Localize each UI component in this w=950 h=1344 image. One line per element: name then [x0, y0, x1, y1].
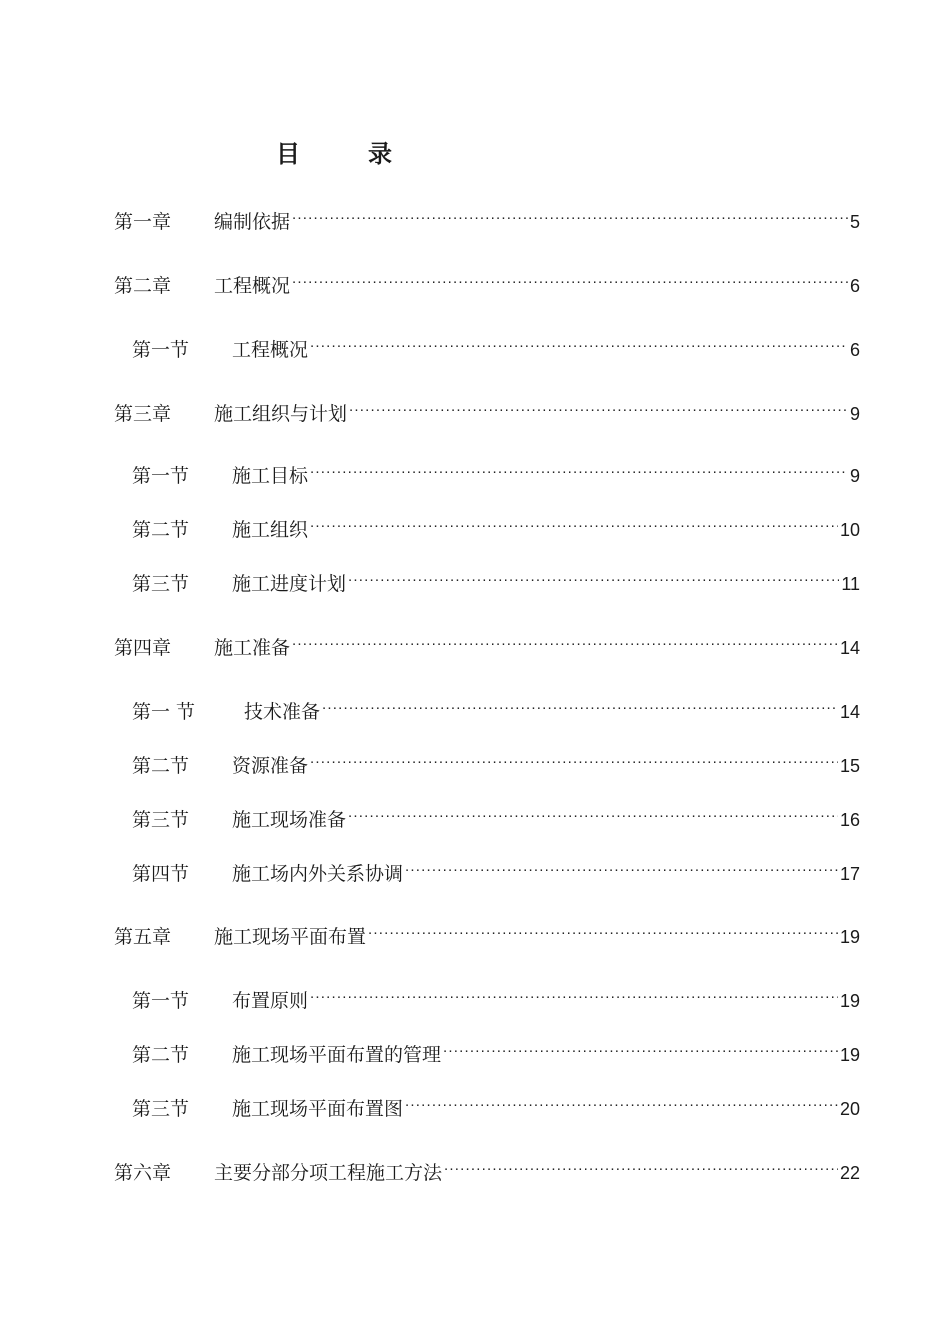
toc-leader-dots — [443, 1031, 838, 1061]
toc-entry-number: 第一节 — [132, 465, 190, 487]
toc-entry-number: 第一 节 — [132, 701, 196, 723]
toc-chapter-entry[interactable] — [114, 390, 860, 425]
toc-entry-number: 第一章 — [114, 211, 172, 233]
toc-section-entry[interactable] — [132, 1031, 860, 1066]
toc-section-entry[interactable] — [132, 1085, 860, 1120]
toc-entry-label: 施工组织 — [232, 519, 309, 541]
toc-entry-number: 第一节 — [132, 990, 190, 1012]
toc-leader-dots — [322, 688, 838, 718]
toc-entry-number: 第二节 — [132, 755, 190, 777]
toc-leader-dots — [292, 198, 848, 228]
toc-page-number: 11 — [841, 574, 860, 594]
toc-entry-number: 第四章 — [114, 637, 172, 659]
toc-entry-number: 第三节 — [132, 1098, 190, 1120]
toc-leader-dots — [349, 390, 848, 420]
toc-leader-dots — [292, 624, 838, 654]
toc-section-entry[interactable] — [132, 452, 860, 487]
toc-leader-dots — [292, 262, 848, 292]
toc-entry-number: 第六章 — [114, 1162, 172, 1184]
toc-chapter-entry[interactable] — [114, 262, 860, 297]
toc-page-number: 19 — [839, 1045, 860, 1065]
toc-leader-dots — [444, 1149, 838, 1179]
toc-section-entry[interactable] — [132, 688, 860, 723]
toc-page-number: 9 — [849, 404, 860, 424]
toc-leader-dots — [310, 977, 838, 1007]
toc-page-number: 20 — [839, 1099, 860, 1119]
toc-leader-dots — [310, 742, 838, 772]
toc-page-number: 15 — [839, 756, 860, 776]
toc-chapter-entry[interactable] — [114, 624, 860, 659]
toc-entry-label: 施工现场准备 — [232, 809, 347, 831]
toc-leader-dots — [310, 452, 848, 482]
toc-entry-number: 第三节 — [132, 573, 190, 595]
toc-section-entry[interactable] — [132, 506, 860, 541]
toc-entry-label: 编制依据 — [214, 211, 291, 233]
toc-leader-dots — [405, 1085, 838, 1115]
toc-entry-number: 第四节 — [132, 863, 190, 885]
toc-page-number: 14 — [839, 702, 860, 722]
toc-page-number: 19 — [839, 991, 860, 1011]
toc-leader-dots — [310, 326, 848, 356]
toc-entry-label: 施工现场平面布置的管理 — [232, 1044, 442, 1066]
toc-section-entry[interactable] — [132, 796, 860, 831]
toc-entry-number: 第五章 — [114, 926, 172, 948]
toc-entry-label: 工程概况 — [232, 339, 309, 361]
toc-page-number: 9 — [849, 466, 860, 486]
toc-leader-dots — [348, 560, 839, 590]
toc-page-number: 17 — [839, 864, 860, 884]
toc-entry-number: 第一节 — [132, 339, 190, 361]
toc-page-number: 6 — [849, 276, 860, 296]
toc-leader-dots — [405, 850, 838, 880]
toc-page-number: 19 — [839, 927, 860, 947]
toc-entry-label: 施工准备 — [214, 637, 291, 659]
toc-page-number: 10 — [839, 520, 860, 540]
toc-chapter-entry[interactable] — [114, 913, 860, 948]
toc-entry-label: 施工目标 — [232, 465, 309, 487]
toc-page-number: 14 — [839, 638, 860, 658]
toc-entry-label: 施工组织与计划 — [214, 403, 348, 425]
toc-entry-label: 主要分部分项工程施工方法 — [214, 1162, 443, 1184]
toc-entry-label: 施工现场平面布置 — [214, 926, 367, 948]
toc-entry-label: 工程概况 — [214, 275, 291, 297]
toc-page-number: 16 — [839, 810, 860, 830]
toc-entry-number: 第二章 — [114, 275, 172, 297]
toc-entry-label: 施工进度计划 — [232, 573, 347, 595]
toc-page-number: 5 — [849, 212, 860, 232]
toc-entry-label: 施工现场平面布置图 — [232, 1098, 404, 1120]
toc-leader-dots — [310, 506, 838, 536]
toc-chapter-entry[interactable] — [114, 1149, 860, 1184]
toc-entry-label: 资源准备 — [232, 755, 309, 777]
toc-entry-number: 第二节 — [132, 1044, 190, 1066]
toc-section-entry[interactable] — [132, 742, 860, 777]
toc-section-entry[interactable] — [132, 977, 860, 1012]
toc-entry-number: 第三节 — [132, 809, 190, 831]
toc-title: 目 录 — [276, 139, 414, 168]
toc-section-entry[interactable] — [132, 326, 860, 361]
toc-section-entry[interactable] — [132, 850, 860, 885]
toc-page-number: 6 — [849, 340, 860, 360]
toc-chapter-entry[interactable] — [114, 198, 860, 233]
toc-entry-number: 第三章 — [114, 403, 172, 425]
toc-leader-dots — [348, 796, 838, 826]
toc-entry-number: 第二节 — [132, 519, 190, 541]
toc-page-number: 22 — [839, 1163, 860, 1183]
toc-entry-label: 布置原则 — [232, 990, 309, 1012]
toc-entry-label: 技术准备 — [244, 701, 321, 723]
toc-leader-dots — [368, 913, 838, 943]
toc-section-entry[interactable] — [132, 560, 860, 595]
toc-entry-label: 施工场内外关系协调 — [232, 863, 404, 885]
